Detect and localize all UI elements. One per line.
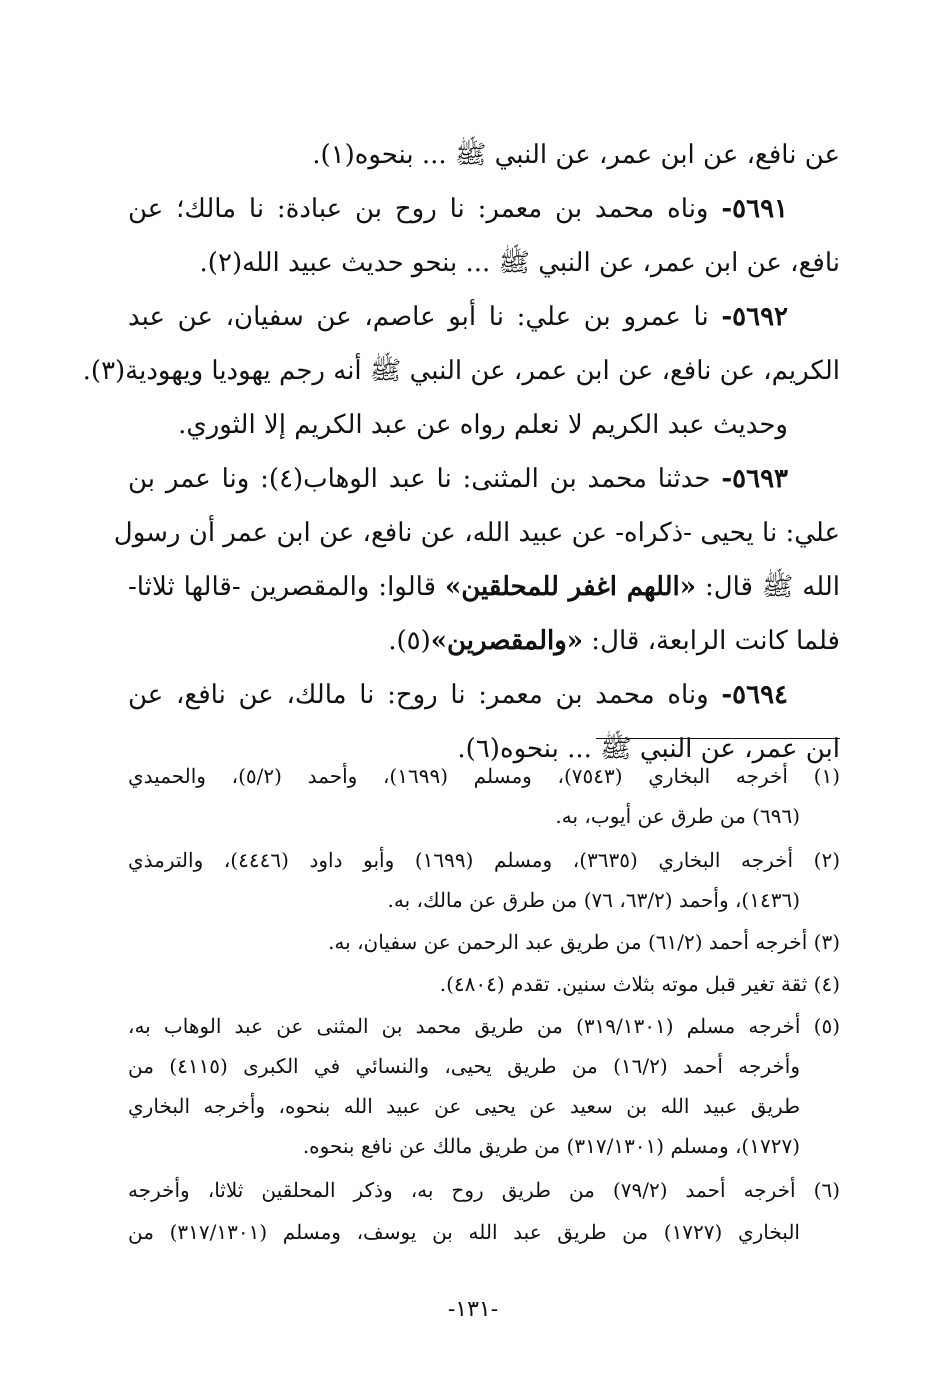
footnote-line: (١٤٣٦)، وأحمد (٦٣/٢، ٧٦) من طرق عن مالك، به. [387,888,800,912]
footnote-5: (٥) أخرجه مسلم (٣١٩/١٣٠١) من طريق محمد بن المثنى عن عبد الوهاب به، [128,1014,840,1038]
footnote-6: (٦) أخرجه أحمد (٧٩/٢) من طريق روح به، وذكر المحلقين ثلاثا، وأخرجه [128,1178,841,1202]
footnote-3: (٣) أخرجه أحمد (٦١/٢) من طريق عبد الرحمن عن سفيان، به. [328,930,840,954]
text-line: علي: نا يحيى -ذكراه- عن عبيد الله، عن نافع، عن ابن عمر أن رسول [113,518,840,548]
footnote-line: (١٧٢٧)، ومسلم (٣١٧/١٣٠١) من طريق مالك عن نافع بنحوه. [302,1134,800,1158]
text-line: ابن عمر، عن النبي ﷺ ... بنحوه(٦). [457,734,840,764]
text-line: وحديث عبد الكريم لا نعلم رواه عن عبد الكريم إلا الثوري. [178,410,788,440]
text-line: الله ﷺ قال: «اللهم اغفر للمحلقين» قالوا: والمقصرين -قالها ثلاثا- [128,572,840,602]
text-line: الكريم، عن نافع، عن ابن عمر، عن النبي ﷺ أنه رجم يهوديا ويهودية(٣). [82,356,840,386]
footnote-2: (٢) أخرجه البخاري (٣٦٣٥)، ومسلم (١٦٩٩) وأبو داود (٤٤٤٦)، والترمذي [128,848,840,872]
footnote-line: وأخرجه أحمد (١٦/٢) من طريق يحيى، والنسائي في الكبرى (٤١١٥) من [128,1054,800,1078]
footnote-separator [596,738,840,739]
hadith-5694: ٥٦٩٤- وناه محمد بن معمر: نا روح: نا مالك، عن نافع، عن [128,680,788,710]
text-line: فلما كانت الرابعة، قال: «والمقصرين»(٥). [388,626,840,656]
hadith-5691: ٥٦٩١- وناه محمد بن معمر: نا روح بن عبادة: نا مالك؛ عن [128,194,788,224]
footnote-line: طريق عبيد الله بن سعيد عن يحيى عن عبيد الله بنحوه، وأخرجه البخاري [128,1094,800,1118]
footnote-1: (١) أخرجه البخاري (٧٥٤٣)، ومسلم (١٦٩٩)، وأحمد (٥/٢)، والحميدي [128,764,840,788]
footnote-line: (٦٩٦) من طرق عن أيوب، به. [555,804,800,828]
footnote-line: البخاري (١٧٢٧) من طريق عبد الله بن يوسف، ومسلم (٣١٧/١٣٠١) من [128,1220,800,1244]
footnote-4: (٤) ثقة تغير قبل موته بثلاث سنين. تقدم (٤٨٠٤). [439,972,840,996]
hadith-5693: ٥٦٩٣- حدثنا محمد بن المثنى: نا عبد الوهاب(٤): ونا عمر بن [128,464,788,494]
page-number: -١٣١- [447,1297,499,1322]
hadith-5692: ٥٦٩٢- نا عمرو بن علي: نا أبو عاصم، عن سفيان، عن عبد [128,302,788,332]
text-line: عن نافع، عن ابن عمر، عن النبي ﷺ ... بنحوه(١). [312,140,840,170]
text-line: نافع، عن ابن عمر، عن النبي ﷺ ... بنحو حديث عبيد الله(٢). [199,248,840,278]
